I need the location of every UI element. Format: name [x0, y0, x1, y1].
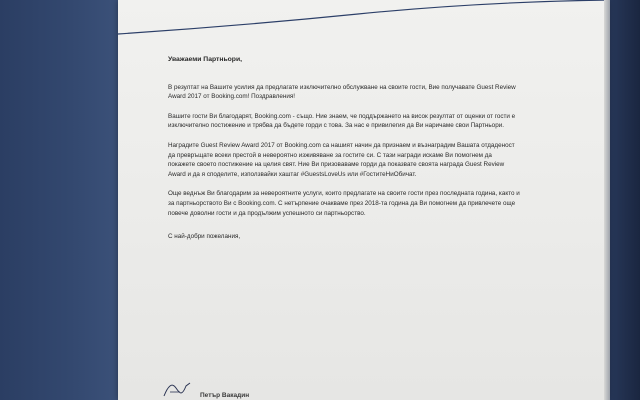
letter-paragraph-3: Наградите Guest Review Award 2017 от Booking.com са нашият начин да признаем и възнаградим Вашата отдаденост да превръщате всеки престой в невероятно изживяване за гостите си. С тази награди искаме Ви помогнем да покажете своето постижение на целия свят. Ние Ви призоваваме горди да показвате своята награда Guest Review Award и да я споделите, използвайки хаштаг #GuestsLoveUs или #ГоститеНиОбичат.: [168, 141, 515, 178]
background-left: [0, 0, 118, 400]
letter-paragraph-1: В резултат на Вашите усилия да предлагате изключително обслужване на своите гости, Вие получавате Guest Review Award 2017 от Booking.com! Поздравления!: [168, 83, 516, 101]
signer-name: Петър Вакадин: [200, 392, 250, 399]
letter-closing: С най-добри пожелания,: [168, 233, 241, 241]
letter-paragraph-2: Вашите гости Ви благодарят, Booking.com - също. Ние знаем, че поддържането на висок резултат от оценки от гости е изключително постижение и трябва да бъдете горди с това. За нас е привилегия да Ви наричаме свои Партньори.: [168, 112, 516, 130]
letter-paper: [118, 0, 608, 400]
letter-greeting: Уважаеми Партньори,: [168, 56, 243, 63]
signature-mark: [162, 380, 192, 398]
letter-paragraph-4: Още веднъж Ви благодарим за невероятните услуги, които предлагате на своите гости през последната година, както и за партньорството Ви с Booking.com. С нетърпение очакваме през 2018-та година да Ви помогнем да привлечете още повече доволни гости и да продължим успешното си партньорство.: [168, 190, 520, 217]
paper-edge: [604, 0, 610, 400]
decorative-line: [118, 0, 608, 40]
letter-body: [168, 55, 520, 242]
